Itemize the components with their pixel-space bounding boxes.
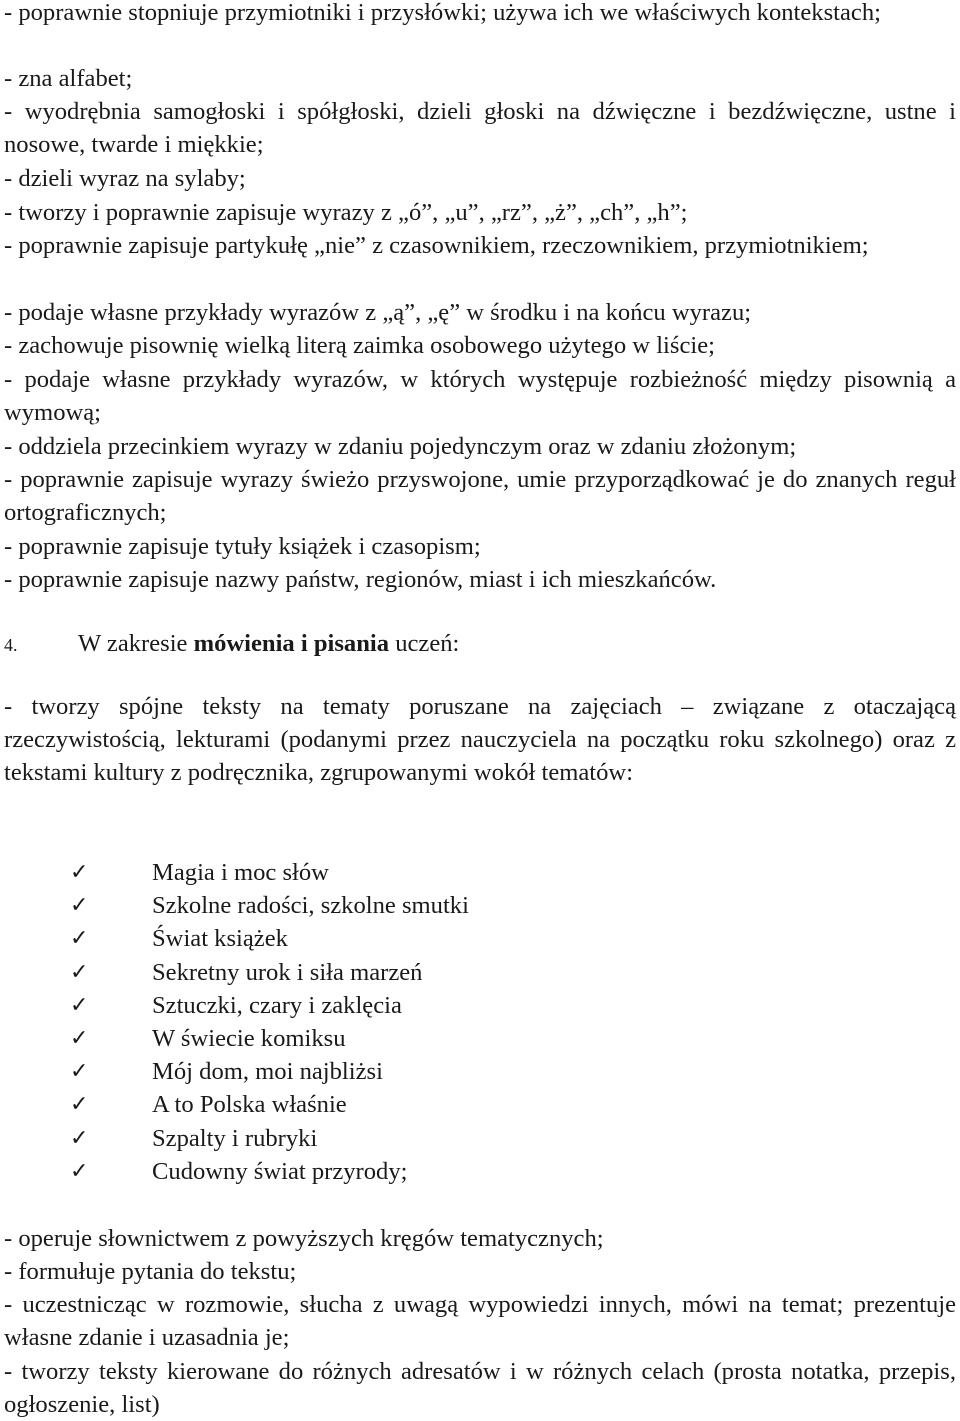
intro-paragraph: - tworzy spójne teksty na tematy poruszane na zajęciach – związane z otaczającą rzeczywistością, lekturami (podanymi przez nauczyciela na początku roku szkolnego) oraz z tekstami kultury z podręcznika, zgrupowanymi wokół tematów:	[4, 693, 956, 787]
checkmark-icon: ✓	[70, 992, 89, 1018]
topic-label: A to Polska właśnie	[152, 1091, 347, 1119]
list-item: - podaje własne przykłady wyrazów, w których występuje rozbieżność między pisownią a wymową;	[4, 366, 956, 427]
list-item: - podaje własne przykłady wyrazów z „ą”, „ę” w środku i na końcu wyrazu;	[4, 299, 752, 326]
list-item: - oddziela przecinkiem wyrazy w zdaniu pojedynczym oraz w zdaniu złożonym;	[4, 433, 797, 460]
list-item	[70, 956, 469, 989]
topic-label: W świecie komiksu	[152, 1024, 346, 1052]
heading-suffix: uczeń:	[389, 630, 460, 657]
topic-label: Sekretny urok i siła marzeń	[152, 958, 423, 986]
checkmark-icon: ✓	[70, 1059, 89, 1085]
list-item: - tworzy i poprawnie zapisuje wyrazy z „ó”, „u”, „rz”, „ż”, „ch”, „h”;	[4, 199, 688, 226]
checkmark-icon: ✓	[70, 926, 89, 952]
list-item: - uczestnicząc w rozmowie, słucha z uwagą wypowiedzi innych, mówi na temat; prezentuje własne zdanie i uzasadnia je;	[4, 1291, 956, 1352]
list-item	[70, 856, 469, 889]
checkmark-icon: ✓	[70, 1158, 89, 1184]
topic-label: Sztuczki, czary i zaklęcia	[152, 991, 402, 1019]
checkmark-icon: ✓	[70, 959, 89, 985]
list-item	[70, 1022, 469, 1055]
checkmark-icon: ✓	[70, 1092, 89, 1118]
heading-bold: mówienia i pisania	[193, 630, 390, 657]
topic-checklist	[70, 856, 469, 1188]
topic-label: Mój dom, moi najbliżsi	[152, 1058, 383, 1086]
list-item: - zachowuje pisownię wielką literą zaimka osobowego użytego w liście;	[4, 332, 715, 359]
topic-label: Szkolne radości, szkolne smutki	[152, 892, 469, 920]
list-item	[70, 1088, 469, 1121]
list-item: - poprawnie zapisuje partykułę „nie” z czasownikiem, rzeczownikiem, przymiotnikiem;	[4, 232, 869, 259]
list-item: - wyodrębnia samogłoski i spółgłoski, dzieli głoski na dźwięczne i bezdźwięczne, ustne i nosowe, twarde i miękkie;	[4, 98, 956, 159]
topic-label: Szpalty i rubryki	[152, 1124, 318, 1152]
list-item: - tworzy teksty kierowane do różnych adresatów i w różnych celach (prosta notatka, przepis, ogłoszenie, list)	[4, 1358, 956, 1419]
list-item: - poprawnie zapisuje nazwy państw, regionów, miast i ich mieszkańców.	[4, 566, 717, 593]
section-heading	[4, 627, 459, 662]
list-item	[70, 1055, 469, 1088]
topic-label: Cudowny świat przyrody;	[152, 1157, 408, 1185]
list-item	[70, 1122, 469, 1155]
topic-label: Świat książek	[152, 925, 288, 953]
topic-label: Magia i moc słów	[152, 859, 329, 886]
list-item: - poprawnie zapisuje wyrazy świeżo przyswojone, umie przyporządkować je do znanych reguł ortograficznych;	[4, 466, 956, 527]
list-item: - dzieli wyraz na sylaby;	[4, 165, 246, 192]
checkmark-icon: ✓	[70, 1025, 89, 1051]
list-item: - poprawnie stopniuje przymiotniki i przysłówki; używa ich we właściwych kontekstach;	[4, 0, 881, 26]
list-item: - zna alfabet;	[4, 65, 133, 92]
list-item: - poprawnie zapisuje tytuły książek i czasopism;	[4, 533, 481, 560]
section-number: 4.	[4, 635, 18, 655]
list-item: - formułuje pytania do tekstu;	[4, 1258, 297, 1285]
checkmark-icon: ✓	[70, 1125, 89, 1151]
list-item	[70, 1155, 469, 1188]
heading-prefix: W zakresie	[78, 630, 194, 657]
list-item	[70, 922, 469, 955]
checkmark-icon: ✓	[70, 893, 89, 919]
checkmark-icon: ✓	[70, 860, 89, 885]
list-item: - operuje słownictwem z powyższych kręgów tematycznych;	[4, 1225, 604, 1252]
list-item	[70, 889, 469, 922]
list-item	[70, 989, 469, 1022]
